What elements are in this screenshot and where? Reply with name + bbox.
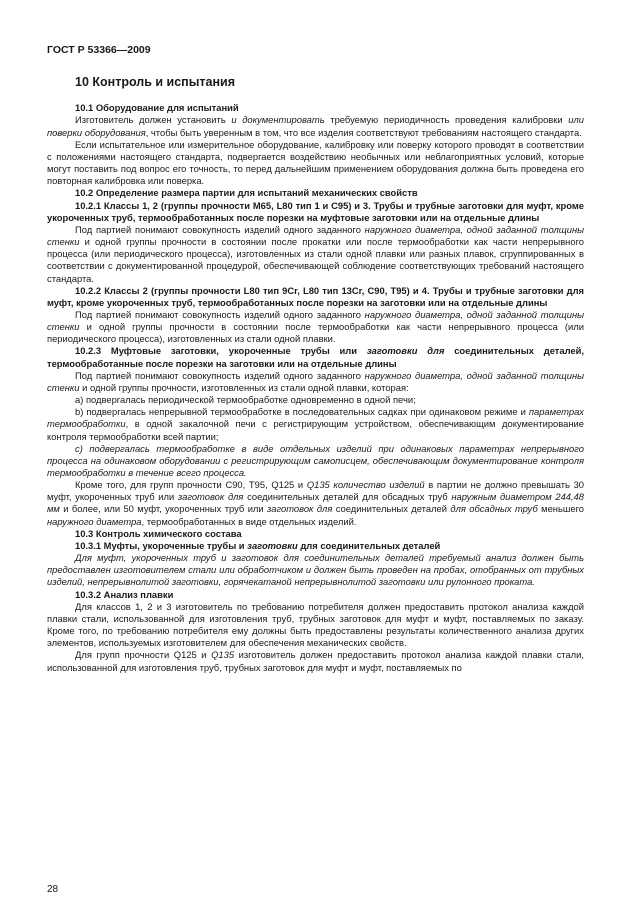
paragraph: Для муфт, укороченных труб и заготовок для соединительных деталей требуемый анализ должен быть предоставлен изготовителем стали или обработчиком и должен быть проведен на пробах, отобранных от трубных изделий, непрерывнолитой заготовки, горячекатаной непрерывнолитой заготовки или рулонного проката.: [47, 552, 584, 588]
paragraph: Под партией понимают совокупность изделий одного заданного наружного диаметра, одной заданной толщины стенки и одной группы прочности в состоянии после прокатки или после термообработки как части непрерывного процесса (или периодического процесса), изготовленных из стали одной плавки или разных плавок, сгруппированных в соответствии с документированной процедурой, обеспечивающей соблюдение соответствующих требований настоящего стандарта.: [47, 223, 585, 284]
subsection-title-10-2: 10.2 Определение размера партии для испытаний механических свойств: [75, 187, 418, 199]
page-number: 28: [47, 884, 59, 895]
paragraph: Изготовитель должен установить и документировать требуемую периодичность проведения калибровки или поверки оборудования, чтобы быть уверенным в том, что все изделия соответствуют требованиям настоящего стандарта.: [47, 114, 584, 138]
subsection-title-10-3: 10.3 Контроль химического состава: [75, 527, 242, 539]
paragraph: Если испытательное или измерительное оборудование, калибровку или поверку которого проводят в соответствии с положениями настоящего стандарта, подвергается воздействию необычных или неблагоприятных условий, которые могут поставить под вопрос его точность, то перед дальнейшим применением оборудования должна быть проведена его повторная калибровка или поверка.: [47, 138, 584, 187]
clause-title-10-3-1: 10.3.1 Муфты, укороченные трубы и заготовки для соединительных деталей: [75, 539, 441, 551]
subsection-title-10-1: 10.1 Оборудование для испытаний: [75, 102, 239, 114]
clause-title-10-2-1: 10.2.1 Классы 1, 2 (группы прочности М65, L80 тип 1 и С95) и 3. Трубы и трубные заготовки для муфт, кроме укороченных труб, термообработанных после порезки на муфтовые заготовки или на отдельные длины: [47, 199, 584, 223]
paragraph: Под партией понимают совокупность изделий одного заданного наружного диаметра, одной заданной толщины стенки и одной группы прочности в состоянии после термообработки как части непрерывного процесса (или периодического процесса), изготовленных из стали одной плавки.: [47, 308, 585, 345]
section-title: 10 Контроль и испытания: [75, 75, 235, 90]
list-item-a: а) подвергалась периодической термообработке одновременно в одной печи;: [75, 394, 416, 406]
clause-title-10-2-2: 10.2.2 Классы 2 (группы прочности L80 тип 9Cr, L80 тип 13Cr, С90, Т95) и 4. Трубы и трубные заготовки для муфт, кроме укороченных труб, термообработанных после порезки на заготовки или на отдельные длины: [47, 284, 584, 308]
list-item-c: с) подвергалась термообработке в виде отдельных изделий при одинаковых параметрах непрерывного процесса на одинаковом оборудовании с регистрирующим самописцем, обеспечивающим документирование контроля термообработки в течение всего процесса.: [47, 442, 584, 478]
paragraph: Под партией понимают совокупность изделий одного заданного наружного диаметра, одной заданной толщины стенки и одной группы прочности, изготовленных из стали одной плавки, которая:: [47, 369, 585, 393]
list-item-b: b) подвергалась непрерывной термообработке в последовательных садках при одинаковом режиме и параметрах термообработки, в одной закалочной печи с регистрирующим устройством, обеспечивающим документирование контроля термообработки всей партии;: [47, 406, 584, 442]
clause-title-10-2-3: 10.2.3 Муфтовые заготовки, укороченные трубы или заготовки для соединительных деталей, термообработанные после порезки на заготовки или на отдельные длины: [47, 345, 585, 369]
clause-title-10-3-2: 10.3.2 Анализ плавки: [75, 588, 174, 600]
paragraph: Для классов 1, 2 и 3 изготовитель по требованию потребителя должен предоставить протокол анализа каждой плавки стали, использованной для изготовления труб, трубных заготовок для муфт и муфт, поставляемых по заказу. Кроме того, по требованию потребителя ему должны быть предоставлены результаты количественного анализа других элементов, используемых изготовителем для обеспечения механических свойств.: [47, 600, 584, 649]
paragraph: Для групп прочности Q125 и Q135 изготовитель должен предоставить протокол анализа каждой плавки стали, использованной для изготовления труб, трубных заготовок для муфт и муфт, поставляемых по: [47, 649, 584, 673]
paragraph: Кроме того, для групп прочности С90, Т95, Q125 и Q135 количество изделий в партии не должно превышать 30 муфт, укороченных труб или заготовок для соединительных деталей для обсадных труб наружным диаметром 244,48 мм и более, или 50 муфт, укороченных труб или заготовок для соединительных деталей для обсадных труб меньшего наружного диаметра, термообработанных в виде отдельных изделий.: [47, 479, 585, 527]
document-header: ГОСТ Р 53366—2009: [47, 44, 151, 56]
